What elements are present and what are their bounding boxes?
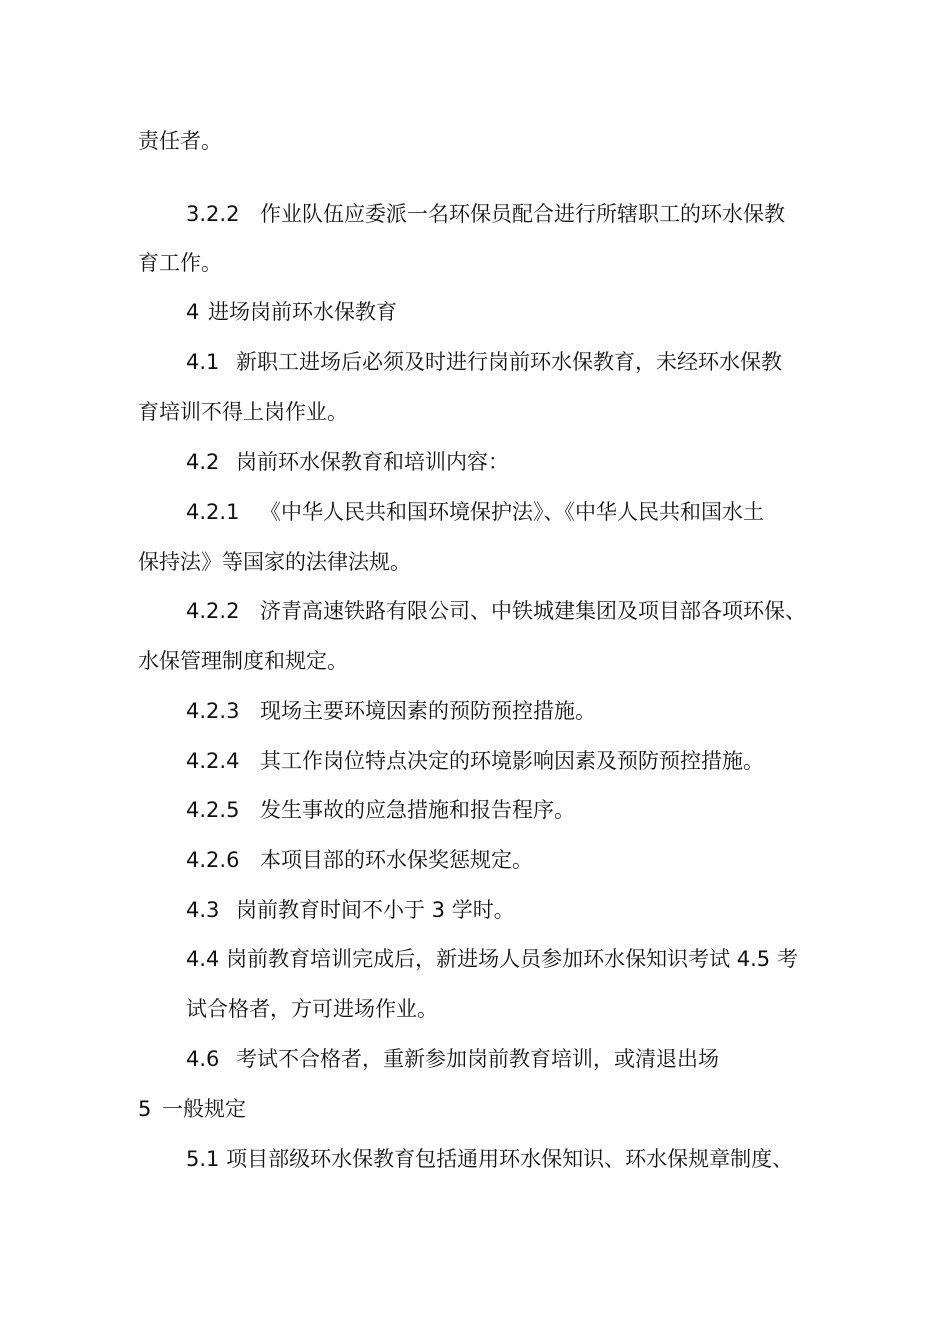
paragraph-number: 4.3: [186, 898, 220, 922]
paragraph-text: 作业队伍应委派一名环保员配合进行所辖职工的环水保教: [260, 202, 785, 226]
line-text: 试合格者，方可进场作业。: [186, 997, 438, 1021]
text-line: [138, 127, 222, 155]
paragraph-text: 发生事故的应急措施和报告程序。: [260, 798, 575, 822]
numbered-paragraph: [186, 200, 785, 228]
paragraph-text: 新职工进场后必须及时进行岗前环水保教育，未经环水保教: [236, 350, 782, 374]
text-line: [138, 647, 348, 675]
numbered-paragraph: [186, 597, 806, 625]
numbered-paragraph: [186, 1045, 719, 1073]
paragraph-text: 济青高速铁路有限公司、中铁城建集团及项目部各项环保、: [260, 599, 806, 623]
paragraph-number: 4.2.4: [186, 749, 240, 773]
paragraph-text: 现场主要环境因素的预防预控措施。: [260, 699, 596, 723]
numbered-paragraph: [186, 896, 515, 924]
paragraph-number: 4.2.2: [186, 599, 240, 623]
line-text: 4.4 岗前教育培训完成后，新进场人员参加环水保知识考试 4.5 考: [186, 947, 798, 971]
text-line: [186, 945, 798, 973]
text-line: [138, 398, 348, 426]
text-line: [138, 249, 222, 277]
numbered-paragraph: [186, 846, 533, 874]
paragraph-number: 4.6: [186, 1047, 220, 1071]
numbered-paragraph: [186, 796, 575, 824]
section-title: 一般规定: [162, 1097, 246, 1121]
line-text: 育培训不得上岗作业。: [138, 400, 348, 424]
section-number: 4: [186, 300, 200, 324]
section-number: 5: [138, 1097, 152, 1121]
numbered-paragraph: [186, 498, 764, 526]
line-text: 责任者。: [138, 129, 222, 153]
numbered-paragraph: [186, 448, 509, 476]
paragraph-text: 岗前教育时间不小于 3 学时。: [236, 898, 515, 922]
paragraph-number: 3.2.2: [186, 202, 240, 226]
paragraph-number: 4.1: [186, 350, 220, 374]
text-line: [186, 1145, 793, 1173]
paragraph-number: 4.2.3: [186, 699, 240, 723]
text-line: [138, 548, 411, 576]
paragraph-number: 4.2.6: [186, 848, 240, 872]
paragraph-text: 岗前环水保教育和培训内容：: [236, 450, 509, 474]
paragraph-text: 考试不合格者，重新参加岗前教育培训，或清退出场: [236, 1047, 719, 1071]
line-text: 保持法》等国家的法律法规。: [138, 550, 411, 574]
text-line: [186, 995, 438, 1023]
section-heading: [138, 1095, 246, 1123]
section-title: 进场岗前环水保教育: [208, 300, 397, 324]
paragraph-number: 4.2: [186, 450, 220, 474]
paragraph-text: 《中华人民共和国环境保护法》、《中华人民共和国水土: [260, 500, 764, 524]
numbered-paragraph: [186, 348, 782, 376]
line-text: 育工作。: [138, 251, 222, 275]
line-text: 5.1 项目部级环水保教育包括通用环水保知识、环水保规章制度、: [186, 1147, 794, 1171]
numbered-paragraph: [186, 697, 596, 725]
section-heading: [186, 298, 397, 326]
paragraph-text: 其工作岗位特点决定的环境影响因素及预防预控措施。: [260, 749, 764, 773]
paragraph-number: 4.2.1: [186, 500, 240, 524]
paragraph-text: 本项目部的环水保奖惩规定。: [260, 848, 533, 872]
paragraph-number: 4.2.5: [186, 798, 240, 822]
numbered-paragraph: [186, 747, 764, 775]
line-text: 水保管理制度和规定。: [138, 649, 348, 673]
